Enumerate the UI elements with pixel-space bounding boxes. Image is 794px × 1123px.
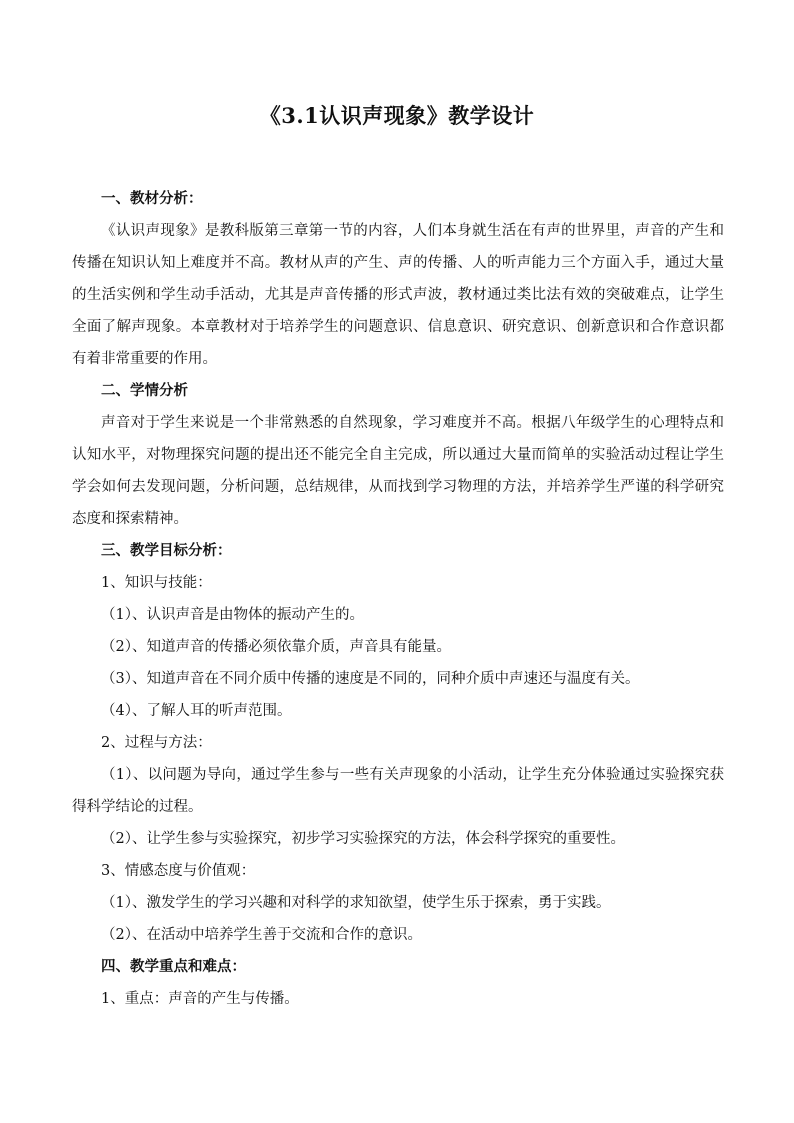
subheading-knowledge-skills: 1、知识与技能： xyxy=(101,575,212,591)
subheading-emotion-values: 3、情感态度与价值观： xyxy=(101,863,256,879)
section-heading-textbook-analysis: 一、教材分析： xyxy=(101,190,203,207)
list-item: （2）、在活动中培养学生善于交流和合作的意识。 xyxy=(101,927,422,943)
document-body xyxy=(72,183,724,1015)
list-item: （1）、认识声音是由物体的振动产生的。 xyxy=(101,607,364,623)
list-item: （2）、知道声音的传播必须依靠介质，声音具有能量。 xyxy=(101,639,451,655)
paragraph-student-analysis: 声音对于学生来说是一个非常熟悉的自然现象，学习难度并不高。根据八年级学生的心理特点和认知水平，对物理探究问题的提出还不能完全自主完成，所以通过大量而简单的实验活动过程让学生学会如何去发现问题，分析问题，总结规律，从而找到学习物理的方法，并培养学生严谨的科学研究态度和探索精神。 xyxy=(72,415,724,527)
list-item: （2）、让学生参与实验探究，初步学习实验探究的方法，体会科学探究的重要性。 xyxy=(101,831,625,847)
section-heading-student-analysis: 二、学情分析 xyxy=(101,382,188,399)
section-heading-key-points: 四、教学重点和难点： xyxy=(101,958,246,975)
list-item: （3）、知道声音在不同介质中传播的速度是不同的，同种介质中声速还与温度有关。 xyxy=(101,671,640,687)
document-title: 《3.1认识声现象》教学设计 xyxy=(259,103,535,128)
list-item: （1）、激发学生的学习兴趣和对科学的求知欲望，使学生乐于探索，勇于实践。 xyxy=(101,895,611,911)
subheading-key-point: 1、重点：声音的产生与传播。 xyxy=(101,991,299,1007)
list-item: （1）、以问题为导向，通过学生参与一些有关声现象的小活动，让学生充分体验通过实验探究获得科学结论的过程。 xyxy=(72,767,724,815)
paragraph-textbook-analysis: 《认识声现象》是教科版第三章第一节的内容，人们本身就生活在有声的世界里，声音的产生和传播在知识认知上难度并不高。教材从声的产生、声的传播、人的听声能力三个方面入手，通过大量的生活实例和学生动手活动，尤其是声音传播的形式声波，教材通过类比法有效的突破难点，让学生全面了解声现象。本章教材对于培养学生的问题意识、信息意识、研究意识、创新意识和合作意识都有着非常重要的作用。 xyxy=(72,223,724,367)
list-item: （4）、了解人耳的听声范围。 xyxy=(101,703,292,719)
section-heading-teaching-goals: 三、教学目标分析： xyxy=(101,542,232,559)
subheading-process-method: 2、过程与方法： xyxy=(101,735,212,751)
